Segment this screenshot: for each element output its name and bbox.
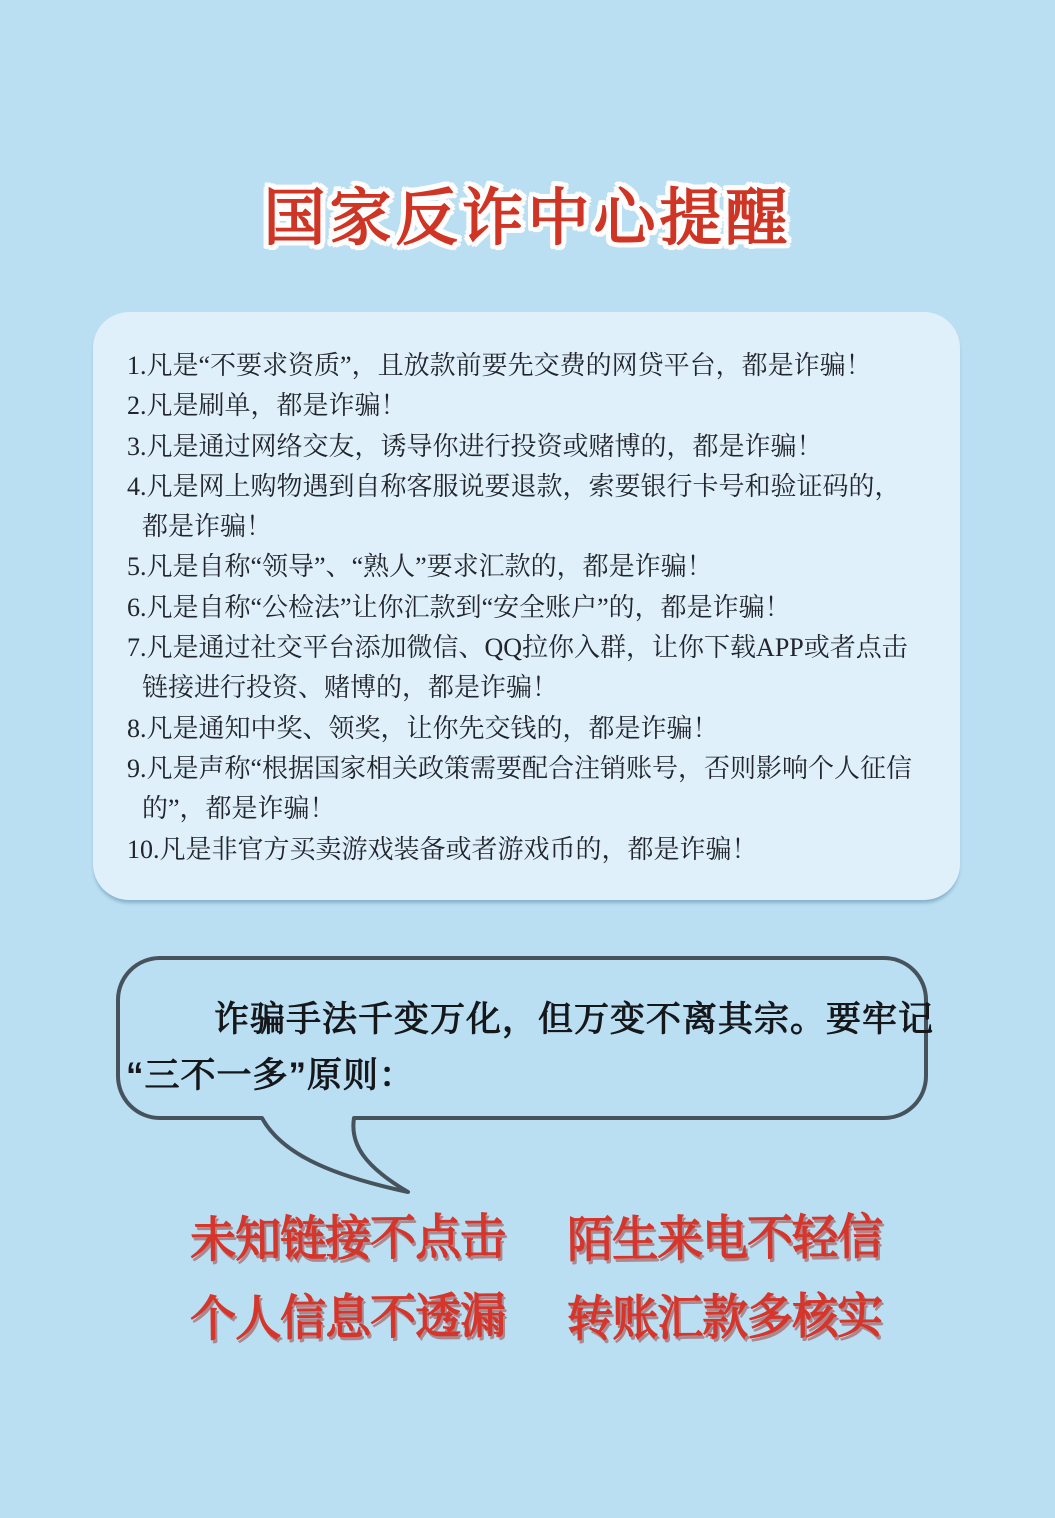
notice-line: 6.凡是自称“公检法”让你汇款到“安全账户”的，都是诈骗！ <box>127 592 791 622</box>
notice-line: 链接进行投资、赌博的，都是诈骗！ <box>142 673 559 703</box>
slogan-unknown-links: 未知链接不点击 <box>189 1207 506 1269</box>
notice-line: 2.凡是刷单，都是诈骗！ <box>127 391 407 421</box>
page-title: 国家反诈中心提醒 <box>263 181 792 254</box>
notice-panel <box>93 312 960 900</box>
speech-bubble <box>112 948 935 1198</box>
notice-line: 的”，都是诈骗！ <box>142 794 336 824</box>
notice-line: 9.凡是声称“根据国家相关政策需要配合注销账号，否则影响个人征信 <box>127 753 913 783</box>
notice-line: 7.凡是通过社交平台添加微信、QQ拉你入群，让你下载APP或者点击 <box>127 633 908 663</box>
slogan-personal-info: 个人信息不透漏 <box>189 1286 506 1348</box>
notice-line: 3.凡是通过网络交友，诱导你进行投资或赌博的，都是诈骗！ <box>127 431 823 461</box>
notice-line: 10.凡是非官方买卖游戏装备或者游戏币的，都是诈骗！ <box>127 834 758 864</box>
slogan-verify-transfer: 转账汇款多核实 <box>566 1286 883 1348</box>
slogan-stranger-calls: 陌生来电不轻信 <box>566 1207 883 1269</box>
notice-line: 1.凡是“不要求资质”，且放款前要先交费的网贷平台，都是诈骗！ <box>127 351 872 380</box>
slogan-grid <box>190 1202 882 1347</box>
notice-line: 5.凡是自称“领导”、“熟人”要求汇款的，都是诈骗！ <box>127 552 713 582</box>
notice-line: 8.凡是通知中奖、领奖，让你先交钱的，都是诈骗！ <box>127 713 719 743</box>
notice-line: 都是诈骗！ <box>142 512 273 542</box>
notice-line: 4.凡是网上购物遇到自称客服说要退款，索要银行卡号和验证码的， <box>127 471 901 501</box>
bubble-text-line-1: 诈骗手法千变万化，但万变不离其宗。要牢记 <box>214 1000 935 1039</box>
bubble-text-line-2: “三不一多”原则： <box>126 1056 416 1095</box>
